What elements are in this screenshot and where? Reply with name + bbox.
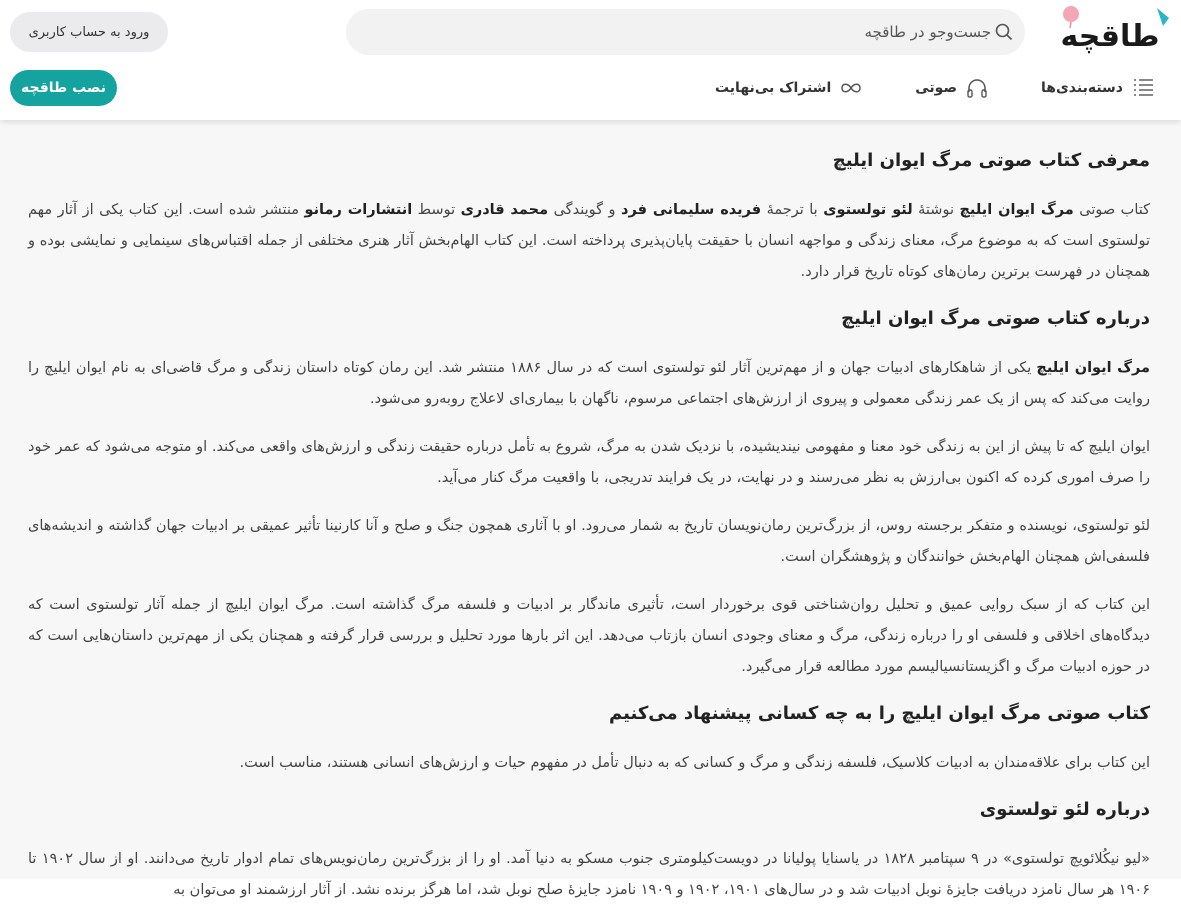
section-heading-recommend: کتاب صوتی مرگ ایوان ایلیچ را به چه کسانی پیشنهاد می‌کنیم <box>609 703 1150 724</box>
section-heading-author: درباره لئو تولستوی <box>979 799 1150 820</box>
install-app-button[interactable]: نصب طاقچه <box>10 70 117 106</box>
nav-audio[interactable] <box>915 77 989 99</box>
search-box[interactable] <box>346 9 1025 55</box>
book-description <box>0 120 1181 898</box>
section-heading-about-book: درباره کتاب صوتی مرگ ایوان ایلیچ <box>841 308 1150 329</box>
nav-categories[interactable] <box>1041 77 1155 99</box>
main-nav <box>663 70 1155 106</box>
list-icon <box>1131 77 1155 99</box>
description-content <box>28 147 1150 923</box>
logo-text: طاقچه <box>1060 19 1160 54</box>
search-icon <box>995 23 1013 41</box>
search-placeholder: جست‌وجو در طاقچه <box>864 23 991 41</box>
nav-subscription-label: اشتراک بی‌نهایت <box>714 80 832 96</box>
login-button[interactable]: ورود به حساب کاربری <box>10 12 168 52</box>
headphones-icon <box>965 77 989 99</box>
nav-subscription[interactable] <box>715 77 863 99</box>
taaghche-logo[interactable] <box>1049 4 1171 54</box>
nav-audio-label: صوتی <box>915 80 957 96</box>
nav-categories-label: دسته‌بندی‌ها <box>1040 80 1123 96</box>
paragraph-about-book: مرگ ایوان ایلیچ یکی از شاهکارهای ادبیات جهان و از مهم‌ترین آثار لئو تولستوی است که در سال ۱۸۸۶ منتشر شد. این رمان کوتاه داستان زندگی و مرگ قاضی‌ای به نام ایوان ایلیچ را روایت می‌کند که پس از یک عمر زندگی معمولی و پیروی از ارزش‌های اجتماعی مرسوم، ناگهان با بیماری‌ای لاعلاج روبه‌رو می‌شود. <box>28 360 1150 407</box>
paragraph-style: این کتاب که از سبک روایی عمیق و تحلیل روان‌شناختی قوی برخوردار است، تأثیری ماندگار بر ادبیات و فلسفه مرگ گذاشته است. مرگ ایوان ایلیچ از جمله آثار تولستوی است که دیدگاه‌های اخلاقی و فلسفی او را درباره زندگی، مرگ و معنای وجودی انسان بازتاب می‌دهد. این اثر بارها مورد تحلیل و بررسی قرار گرفته و همچنان یکی از مهم‌ترین داستان‌هایی است که در حوزه ادبیات مرگ و اگزیستانسیالیسم مورد مطالعه قرار می‌گیرد. <box>28 597 1150 675</box>
infinity-icon <box>839 77 863 99</box>
paragraph-recommend: این کتاب برای علاقه‌مندان به ادبیات کلاسیک، فلسفه زندگی و مرگ و کسانی که به دنبال تأمل در مفهوم حیات و ارزش‌های انسانی هستند، مناسب است. <box>239 755 1150 771</box>
paragraph-intro: کتاب صوتی مرگ ایوان ایلیچ نوشتهٔ لئو تولستوی با ترجمهٔ فریده سلیمانی فرد و گویندگی محمد قادری توسط انتشارات رمانو منتشر شده است. این کتاب یکی از آثار مهم تولستوی است که به موضوع مرگ، معنای زندگی و مواجهه انسان با حقیقت پایان‌پذیری پرداخته است. این کتاب الهام‌بخش آثار هنری مختلفی از جمله اقتباس‌های سینمایی و نمایشی بوده و همچنان در فهرست برترین رمان‌های کوتاه تاریخ قرار دارد. <box>28 202 1151 280</box>
section-heading-intro: معرفی کتاب صوتی مرگ ایوان ایلیچ <box>832 150 1150 171</box>
site-header <box>0 0 1181 120</box>
paragraph-ivan: ایوان ایلیچ که تا پیش از این به زندگی خود معنا و مفهومی نیندیشیده، با نزدیک شدن به مرگ، شروع به تأمل درباره حقیقت زندگی و ارزش‌های واقعی می‌کند. او متوجه می‌شود که عمر خود را صرف اموری کرده که اکنون بی‌ارزش به نظر می‌رسند و در نهایت، در یک فرایند تدریجی، با واقعیت مرگ کنار می‌آید. <box>28 439 1150 486</box>
paragraph-tolstoy-intro: لئو تولستوی، نویسنده و متفکر برجسته روس، از بزرگ‌ترین رمان‌نویسان تاریخ به شمار می‌رود. او با آثاری همچون جنگ و صلح و آنا کارنینا تأثیر عمیقی بر ادبیات جهان گذاشته و اندیشه‌های فلسفی‌اش همچنان الهام‌بخش خوانندگان و پژوهشگران است. <box>28 518 1150 565</box>
paragraph-author: «لیو نیکُلائویچ تولستوی» در ۹ سپتامبر ۱۸۲۸ در یاسنایا پولیانا در دویست‌کیلومتری جنوب مسکو به دنیا آمد. او را از بزرگ‌ترین رمان‌نویس‌های تمام ادوار تاریخ می‌دانند. او از سال ۱۹۰۲ تا ۱۹۰۶ هر سال نامزد دریافت جایزهٔ نوبل ادبیات شد و در سال‌های ۱۹۰۱، ۱۹۰۲ و ۱۹۰۹ نامزد جایزهٔ صلح نوبل شد، اما هرگز برنده نشد. از آثار ارزشمند او می‌توان به <box>28 851 1150 898</box>
